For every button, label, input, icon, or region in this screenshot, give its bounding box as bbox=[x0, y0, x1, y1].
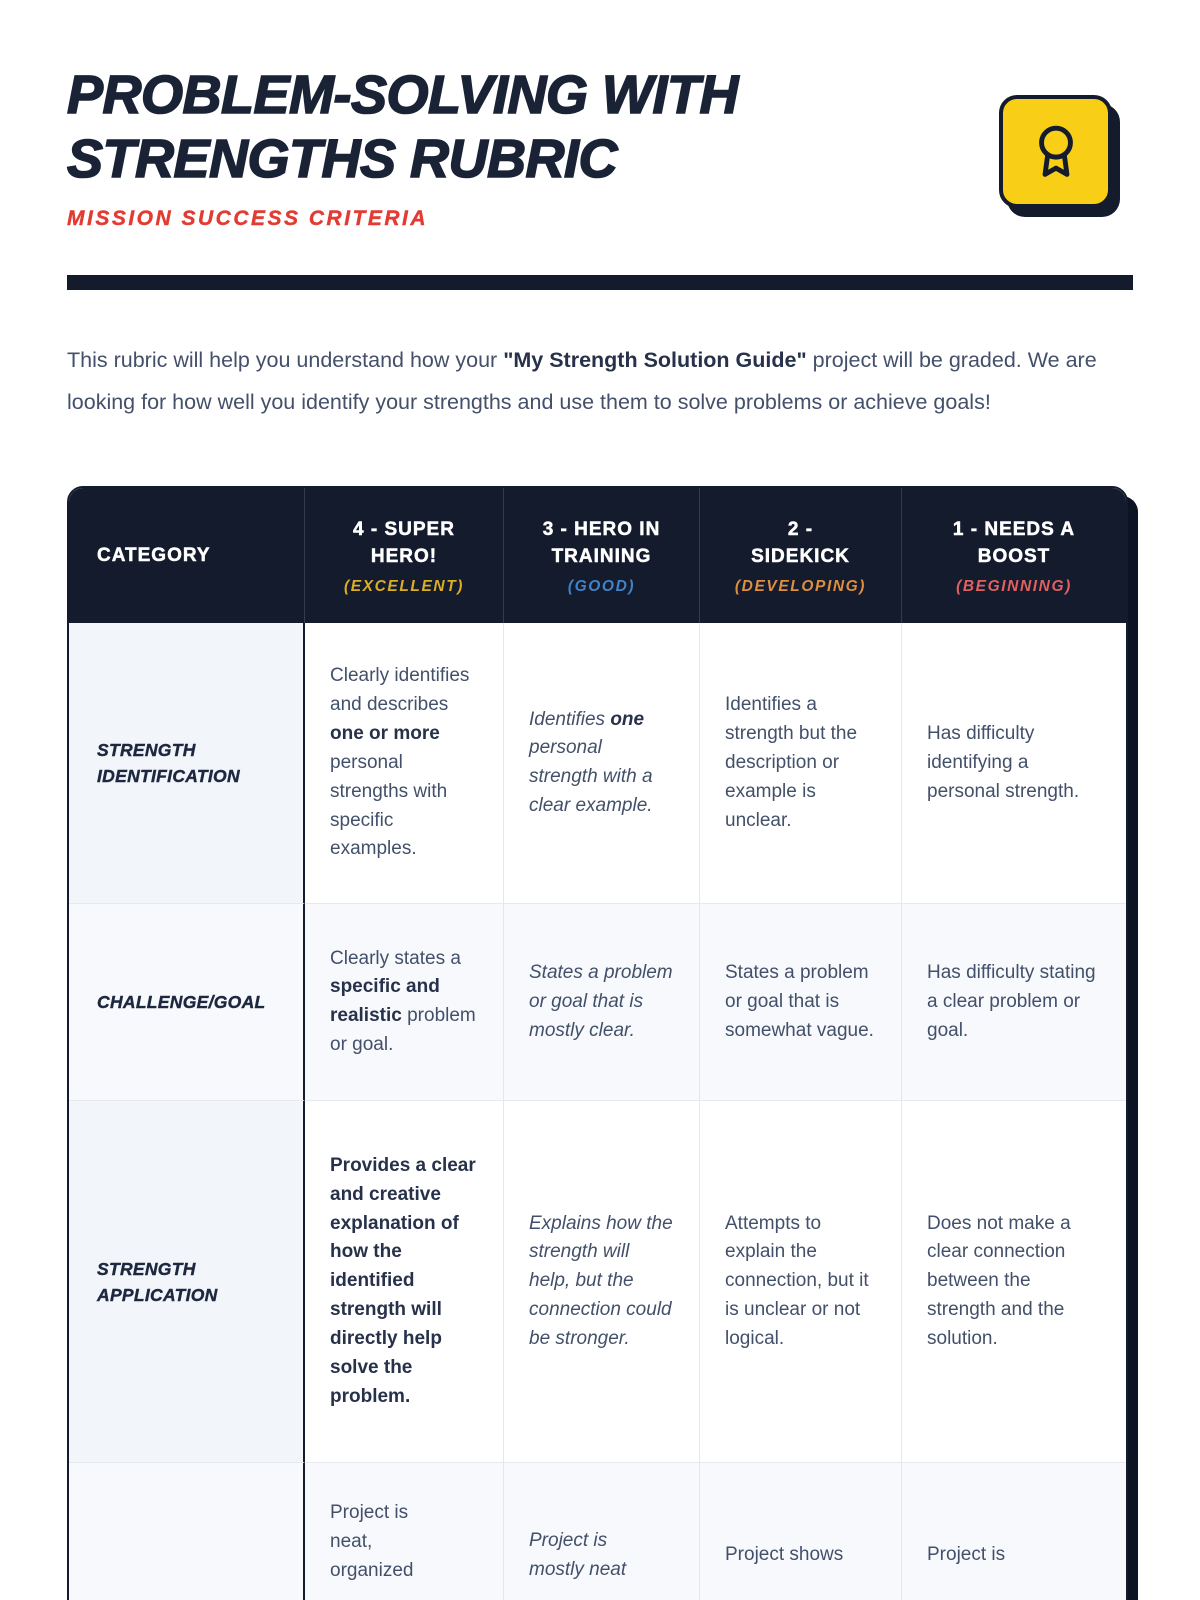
cell-challenge-goal-good: States a problem or goal that is mostly clear. bbox=[504, 904, 700, 1101]
column-header-category bbox=[69, 488, 305, 623]
cell-bottom-good: Project is mostly neat bbox=[504, 1463, 700, 1600]
cell-challenge-goal-developing: States a problem or goal that is somewhat vague. bbox=[700, 904, 902, 1101]
award-badge bbox=[999, 95, 1112, 208]
column-header-excellent bbox=[305, 488, 504, 623]
cell-challenge-goal-beginning: Has difficulty stating a clear problem or goal. bbox=[902, 904, 1126, 1101]
cell-strength-identification-developing: Identifies a strength but the description or example is unclear. bbox=[700, 623, 902, 904]
cell-strength-application-developing: Attempts to explain the connection, but it is unclear or not logical. bbox=[700, 1101, 902, 1463]
row-category-challenge-goal: CHALLENGE/GOAL bbox=[69, 904, 305, 1101]
cell-bottom-beginning: Project is bbox=[902, 1463, 1126, 1600]
row-category-strength-application: STRENGTH APPLICATION bbox=[69, 1101, 305, 1463]
column-header-beginning bbox=[902, 488, 1126, 623]
cell-strength-application-beginning: Does not make a clear connection between the strength and the solution. bbox=[902, 1101, 1126, 1463]
cell-bottom-developing: Project shows bbox=[700, 1463, 902, 1600]
column-header-developing bbox=[700, 488, 902, 623]
cell-strength-identification-beginning: Has difficulty identifying a personal strength. bbox=[902, 623, 1126, 904]
cell-strength-identification-good: Identifies one personal strength with a clear example. bbox=[504, 623, 700, 904]
cell-bottom-excellent: Project is neat, organized bbox=[305, 1463, 504, 1600]
rubric-grid bbox=[69, 488, 1126, 1600]
column-header-good bbox=[504, 488, 700, 623]
award-icon bbox=[1028, 124, 1084, 180]
cell-strength-application-excellent: Provides a clear and creative explanation of how the identified strength will directly help solve the problem. bbox=[305, 1101, 504, 1463]
column-header-label: 3 - HERO IN TRAINING bbox=[542, 518, 661, 568]
divider-bar bbox=[67, 275, 1133, 290]
page-subtitle: MISSION SUCCESS CRITERIA bbox=[67, 207, 429, 231]
column-header-sublabel: (GOOD) bbox=[567, 577, 636, 595]
page-title: PROBLEM-SOLVING WITH STRENGTHS RUBRIC bbox=[67, 65, 738, 189]
rubric-table bbox=[67, 486, 1128, 1600]
row-category-strength-identification: STRENGTH IDENTIFICATION bbox=[69, 623, 305, 904]
cell-strength-application-good: Explains how the strength will help, but the connection could be stronger. bbox=[504, 1101, 700, 1463]
column-header-sublabel: (DEVELOPING) bbox=[734, 577, 867, 595]
cell-strength-identification-excellent: Clearly identifies and describes one or more personal strengths with specific examples. bbox=[305, 623, 504, 904]
intro-paragraph: This rubric will help you understand how your "My Strength Solution Guide" project will be graded. We are looking for how well you identify your strengths and use them to solve problems or achieve goals! bbox=[67, 348, 1097, 415]
column-header-label: 2 - SIDEKICK bbox=[751, 518, 850, 568]
column-header-sublabel: (EXCELLENT) bbox=[343, 577, 465, 595]
cell-challenge-goal-excellent: Clearly states a specific and realistic problem or goal. bbox=[305, 904, 504, 1101]
row-category-bottom bbox=[69, 1463, 305, 1600]
column-header-label: CATEGORY bbox=[97, 545, 211, 566]
column-header-label: 1 - NEEDS A BOOST bbox=[952, 518, 1076, 568]
column-header-label: 4 - SUPER HERO! bbox=[353, 518, 455, 568]
column-header-sublabel: (BEGINNING) bbox=[956, 577, 1072, 595]
